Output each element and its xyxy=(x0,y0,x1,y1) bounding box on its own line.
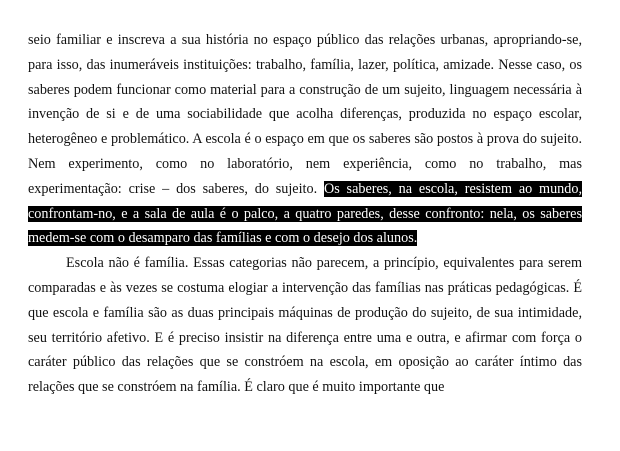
paragraph-1 xyxy=(28,28,582,251)
paragraph-2 xyxy=(28,251,582,400)
highlighted-selection[interactable]: Os saberes, na escola, resistem ao mundo, confrontam-no, e a sala de aula é o palco, a quatro paredes, desse confronto: nela, os saberes medem-se com o desamparo das famílias e com o desejo dos alunos. xyxy=(28,180,582,247)
document-body xyxy=(28,28,582,400)
paragraph-2-text: Escola não é família. Essas categorias não parecem, a princípio, equivalentes para serem comparadas e às vezes se costuma elogiar a intervenção das famílias nas práticas pedagógicas. É que escola e família são as duas principais máquinas de produção do sujeito, de sua intimidade, seu território afetivo. E é preciso insistir na diferença entre uma e outra, e afirmar com força o caráter público das relações que se constróem na escola, em oposição ao caráter íntimo das relações que se constróem na família. É claro que é muito importante que xyxy=(28,255,582,396)
paragraph-1-text: seio familiar e inscreva a sua história no espaço público das relações urbanas, apropriando-se, para isso, das inumeráveis instituições: trabalho, família, lazer, política, amizade. Nesse caso, os saberes podem funcionar como material para a construção de um sujeito, linguagem necessária à invenção de si e de uma sociabilidade que acolha diferenças, produzida no espaço escolar, heterogêneo e problemático. A escola é o espaço em que os saberes são postos à prova do sujeito. Nem experimento, como no laboratório, nem experiência, como no trabalho, mas experimentação: crise – dos saberes, do sujeito. xyxy=(28,32,582,197)
